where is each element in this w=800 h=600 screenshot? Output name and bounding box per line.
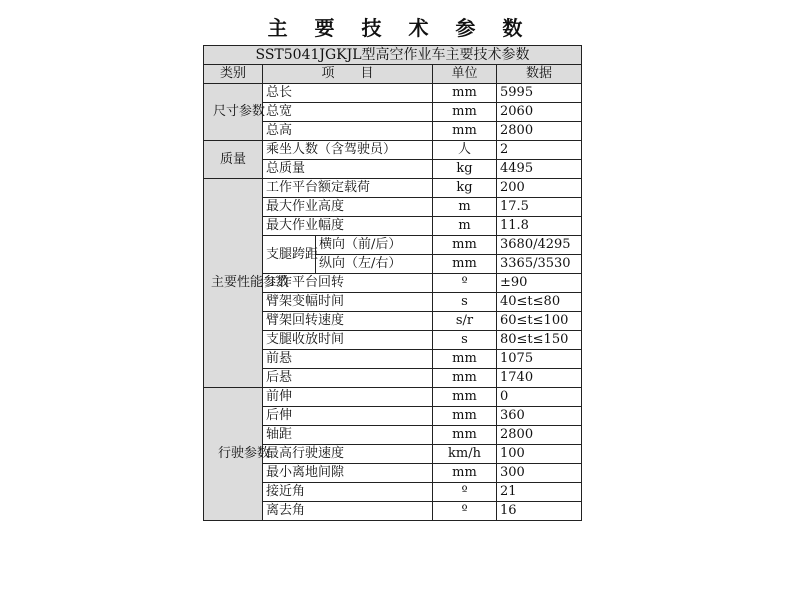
item-cell: 轴距 bbox=[263, 426, 433, 445]
unit-cell: mm bbox=[433, 388, 497, 407]
group-driving: 行驶参数 bbox=[204, 388, 263, 521]
table-header-row bbox=[204, 65, 582, 84]
item-cell: 臂架变幅时间 bbox=[263, 293, 433, 312]
unit-cell: kg bbox=[433, 179, 497, 198]
unit-cell: s bbox=[433, 331, 497, 350]
value-cell: 3680/4295 bbox=[497, 236, 582, 255]
value-cell: 60≤t≤100 bbox=[497, 312, 582, 331]
value-cell: ±90 bbox=[497, 274, 582, 293]
item-cell: 最高行驶速度 bbox=[263, 445, 433, 464]
value-cell: 300 bbox=[497, 464, 582, 483]
item-cell: 总长 bbox=[263, 84, 433, 103]
item-cell: 工作平台回转 bbox=[263, 274, 433, 293]
value-cell: 40≤t≤80 bbox=[497, 293, 582, 312]
item-cell: 前悬 bbox=[263, 350, 433, 369]
unit-cell: 人 bbox=[433, 141, 497, 160]
page-title: 主 要 技 术 参 数 bbox=[267, 16, 533, 40]
value-cell: 21 bbox=[497, 483, 582, 502]
unit-cell: m bbox=[433, 198, 497, 217]
unit-cell: kg bbox=[433, 160, 497, 179]
table-row bbox=[204, 84, 582, 103]
value-cell: 1075 bbox=[497, 350, 582, 369]
value-cell: 4495 bbox=[497, 160, 582, 179]
unit-cell: º bbox=[433, 502, 497, 521]
item-cell: 最小离地间隙 bbox=[263, 464, 433, 483]
header-category: 类别 bbox=[204, 65, 263, 84]
unit-cell: mm bbox=[433, 369, 497, 388]
header-item: 项 目 bbox=[263, 65, 433, 84]
header-value: 数据 bbox=[497, 65, 582, 84]
group-mass: 质量 bbox=[204, 141, 263, 179]
outrigger-span-label: 支腿跨距 bbox=[263, 236, 316, 274]
value-cell: 2800 bbox=[497, 122, 582, 141]
item-cell: 总宽 bbox=[263, 103, 433, 122]
item-cell: 支腿收放时间 bbox=[263, 331, 433, 350]
value-cell: 2060 bbox=[497, 103, 582, 122]
unit-cell: km/h bbox=[433, 445, 497, 464]
value-cell: 16 bbox=[497, 502, 582, 521]
unit-cell: º bbox=[433, 274, 497, 293]
value-cell: 3365/3530 bbox=[497, 255, 582, 274]
item-cell: 前伸 bbox=[263, 388, 433, 407]
table-caption: SST5041JGKJL型高空作业车主要技术参数 bbox=[204, 46, 582, 65]
value-cell: 100 bbox=[497, 445, 582, 464]
item-cell: 横向（前/后） bbox=[316, 236, 433, 255]
table-row bbox=[204, 388, 582, 407]
item-cell: 纵向（左/右） bbox=[316, 255, 433, 274]
item-cell: 离去角 bbox=[263, 502, 433, 521]
item-cell: 臂架回转速度 bbox=[263, 312, 433, 331]
value-cell: 1740 bbox=[497, 369, 582, 388]
unit-cell: s/r bbox=[433, 312, 497, 331]
unit-cell: mm bbox=[433, 103, 497, 122]
value-cell: 2 bbox=[497, 141, 582, 160]
unit-cell: mm bbox=[433, 426, 497, 445]
item-cell: 工作平台额定载荷 bbox=[263, 179, 433, 198]
unit-cell: mm bbox=[433, 122, 497, 141]
item-cell: 接近角 bbox=[263, 483, 433, 502]
unit-cell: º bbox=[433, 483, 497, 502]
unit-cell: s bbox=[433, 293, 497, 312]
table-row bbox=[204, 141, 582, 160]
item-cell: 最大作业高度 bbox=[263, 198, 433, 217]
item-cell: 总质量 bbox=[263, 160, 433, 179]
group-size: 尺寸参数 bbox=[204, 84, 263, 141]
value-cell: 360 bbox=[497, 407, 582, 426]
value-cell: 2800 bbox=[497, 426, 582, 445]
item-cell: 后伸 bbox=[263, 407, 433, 426]
unit-cell: m bbox=[433, 217, 497, 236]
item-cell: 最大作业幅度 bbox=[263, 217, 433, 236]
unit-cell: mm bbox=[433, 407, 497, 426]
value-cell: 5995 bbox=[497, 84, 582, 103]
unit-cell: mm bbox=[433, 464, 497, 483]
unit-cell: mm bbox=[433, 236, 497, 255]
item-cell: 总高 bbox=[263, 122, 433, 141]
unit-cell: mm bbox=[433, 84, 497, 103]
spec-table bbox=[203, 45, 582, 521]
item-cell: 乘坐人数（含驾驶员） bbox=[263, 141, 433, 160]
unit-cell: mm bbox=[433, 350, 497, 369]
unit-cell: mm bbox=[433, 255, 497, 274]
value-cell: 80≤t≤150 bbox=[497, 331, 582, 350]
value-cell: 0 bbox=[497, 388, 582, 407]
value-cell: 200 bbox=[497, 179, 582, 198]
item-cell: 后悬 bbox=[263, 369, 433, 388]
group-performance: 主要性能参数 bbox=[204, 179, 263, 388]
table-row bbox=[204, 179, 582, 198]
value-cell: 11.8 bbox=[497, 217, 582, 236]
header-unit: 单位 bbox=[433, 65, 497, 84]
value-cell: 17.5 bbox=[497, 198, 582, 217]
